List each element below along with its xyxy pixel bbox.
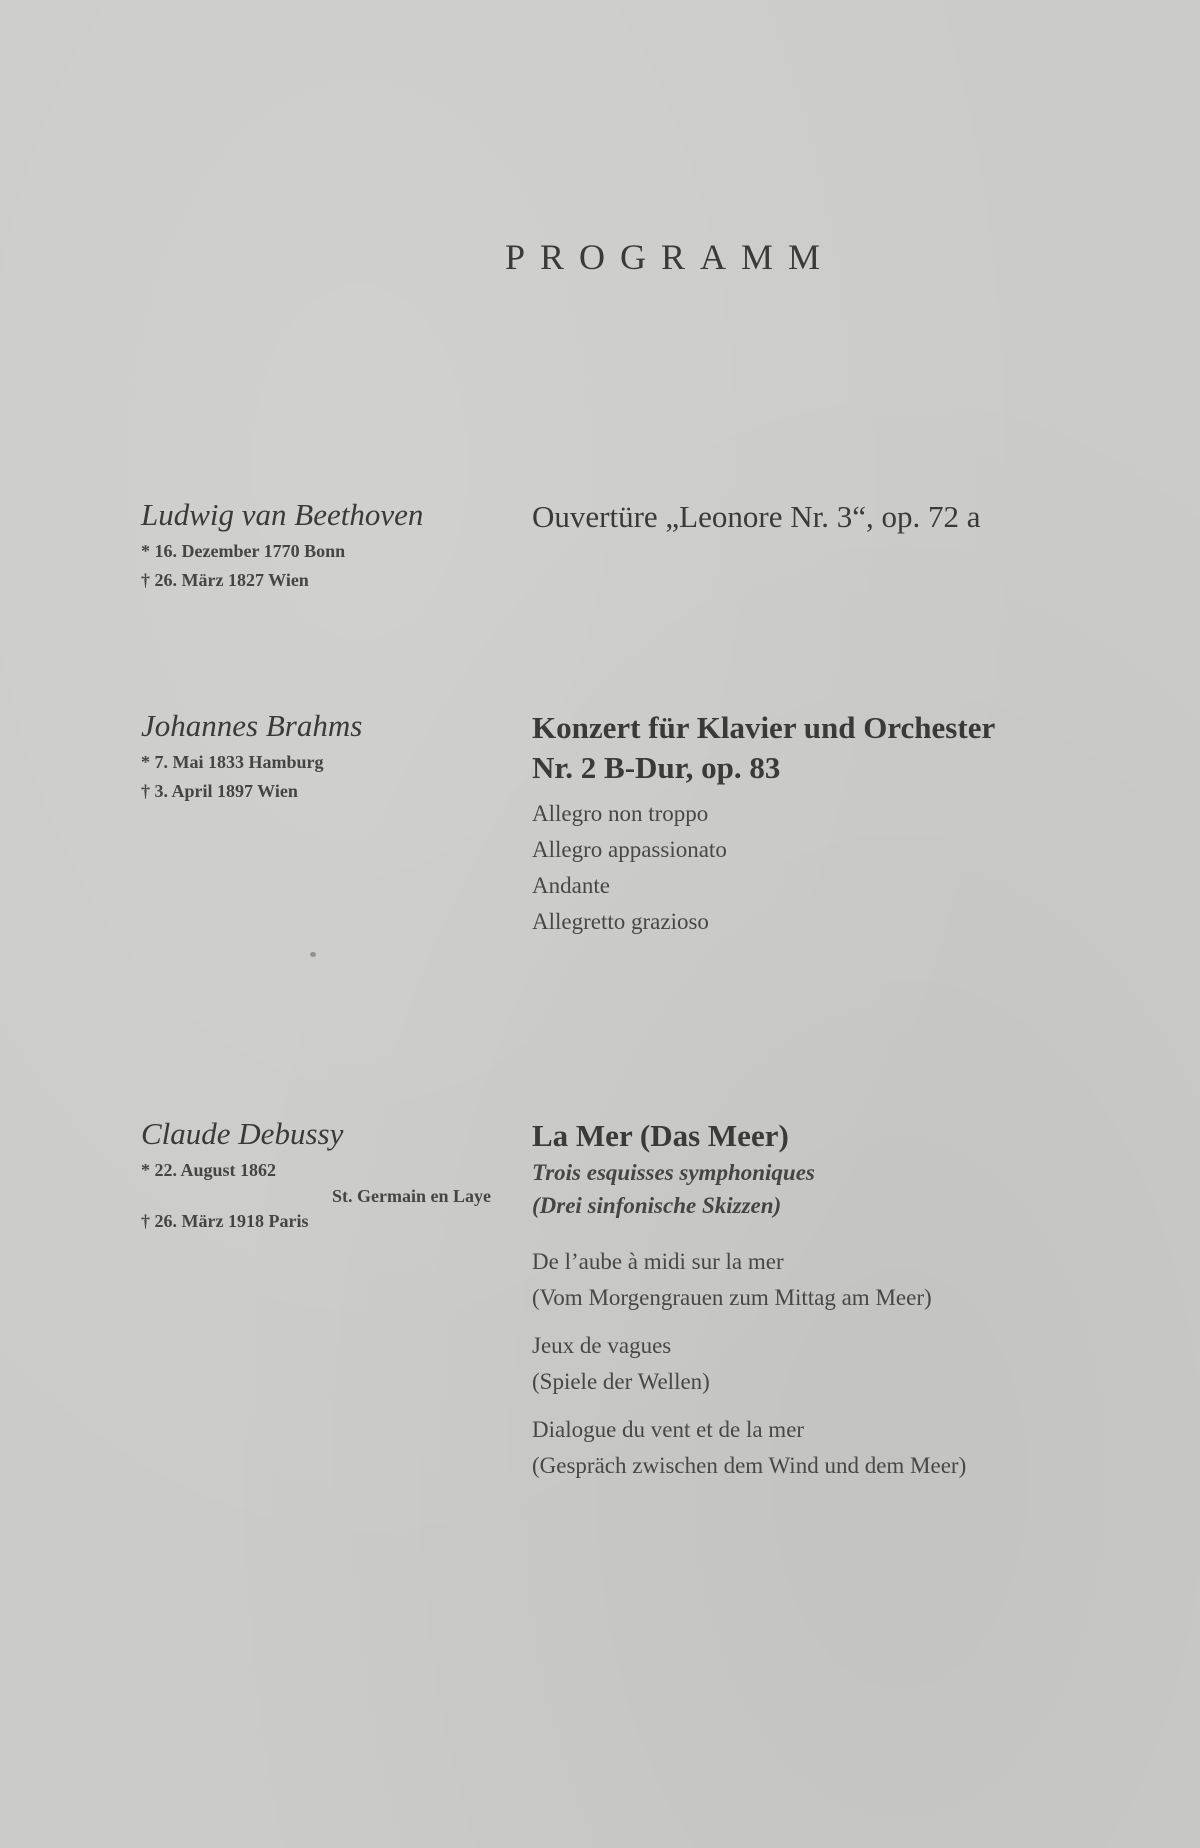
movement-item: Allegro appassionato (532, 837, 727, 862)
movement-item: Allegro non troppo (532, 801, 709, 826)
page-title: PROGRAMM (504, 237, 836, 277)
work-column (532, 497, 1172, 537)
work-title: Ouvertüre „Leonore Nr. 3“, op. 72 a (532, 499, 981, 534)
composer-died: † 26. März 1827 Wien (141, 570, 309, 590)
composer-born-place (141, 1185, 491, 1207)
movement-title-de: (Gespräch zwischen dem Wind und dem Meer) (532, 1453, 967, 1478)
composer-column (141, 497, 501, 595)
composer-name: Johannes Brahms (141, 708, 363, 743)
work-subtitle-translation: (Drei sinfonische Skizzen) (532, 1193, 782, 1218)
movement-title-fr: Dialogue du vent et de la mer (532, 1417, 805, 1442)
movement-list (532, 796, 1172, 940)
work-column (532, 1116, 1172, 1496)
composer-column (141, 1116, 501, 1236)
movement-item (532, 1412, 1172, 1484)
movement-item: Andante (532, 873, 610, 898)
work-column (532, 708, 1172, 940)
work-title: Konzert für Klavier und Orchester (532, 710, 996, 745)
movement-item (532, 1244, 1172, 1316)
movement-item: Allegretto grazioso (532, 909, 709, 934)
composer-name: Claude Debussy (141, 1116, 344, 1151)
movement-title-de: (Spiele der Wellen) (532, 1369, 710, 1394)
movement-title-fr: De l’aube à midi sur la mer (532, 1249, 784, 1274)
composer-born: * 7. Mai 1833 Hamburg (141, 752, 324, 772)
composer-name: Ludwig van Beethoven (141, 497, 424, 532)
movement-title-de: (Vom Morgengrauen zum Mittag am Meer) (532, 1285, 932, 1310)
paper-speck (310, 952, 316, 957)
composer-died: † 26. März 1918 Paris (141, 1211, 309, 1231)
work-title-line2: Nr. 2 B-Dur, op. 83 (532, 750, 781, 785)
composer-column (141, 708, 501, 806)
born-place: St. Germain en Laye (332, 1186, 491, 1206)
work-title: La Mer (Das Meer) (532, 1118, 789, 1153)
composer-born: * 22. August 1862 (141, 1160, 277, 1180)
work-subtitle: Trois esquisses symphoniques (532, 1160, 815, 1185)
movement-title-fr: Jeux de vagues (532, 1333, 672, 1358)
composer-died: † 3. April 1897 Wien (141, 781, 298, 801)
movement-item (532, 1328, 1172, 1400)
movement-list (532, 1244, 1172, 1484)
composer-born: * 16. Dezember 1770 Bonn (141, 541, 346, 561)
